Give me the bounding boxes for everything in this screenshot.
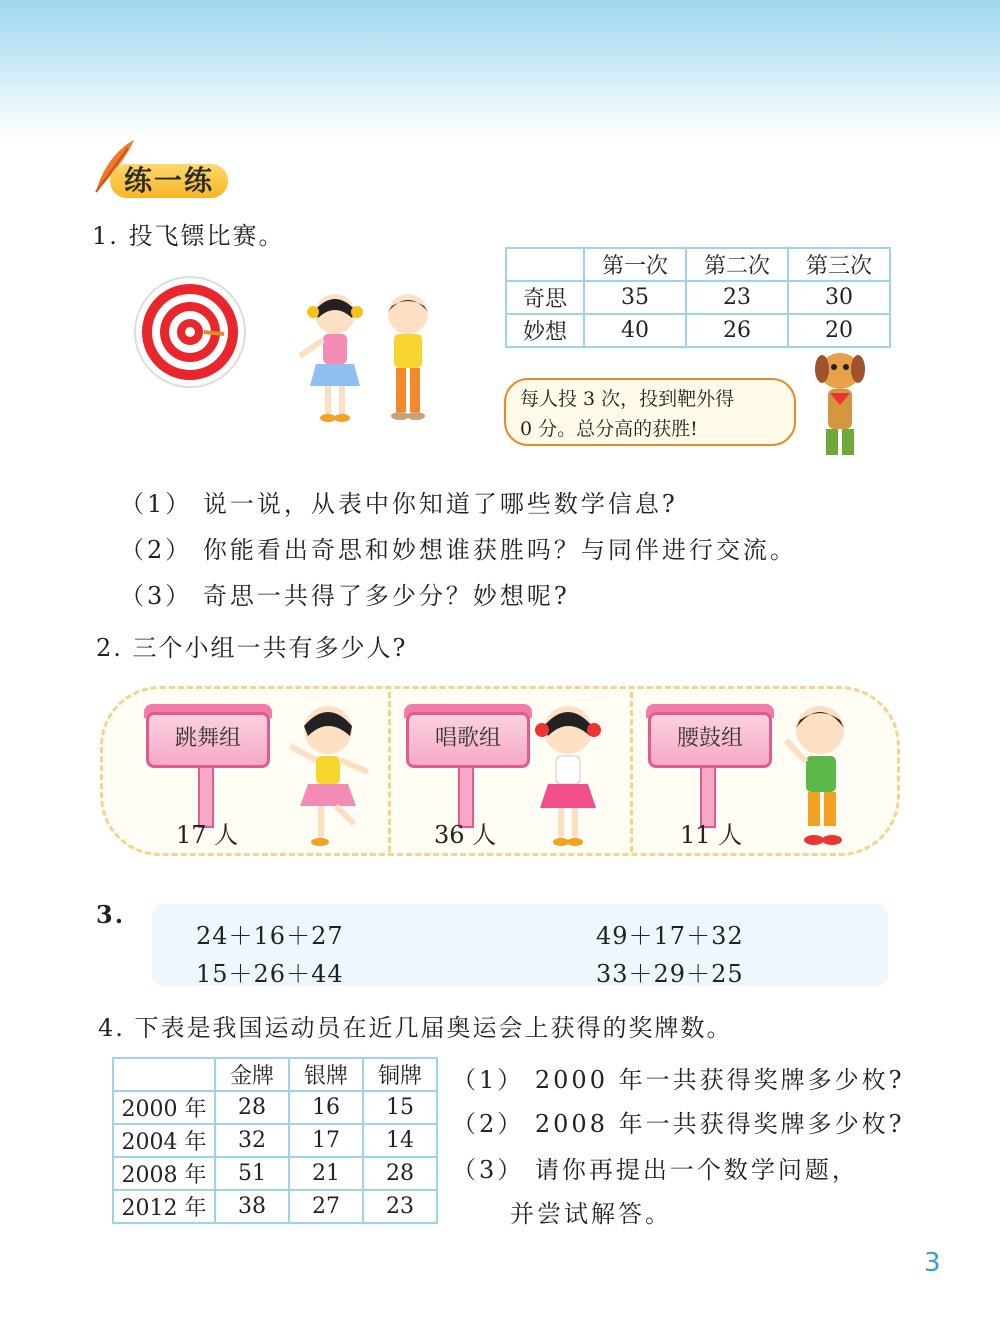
boy-illustration xyxy=(778,700,862,850)
group-divider xyxy=(630,692,633,852)
q1-title: 1. 投飞镖比赛。 xyxy=(92,222,285,250)
q1-sub-2: （2） 你能看出奇思和妙想谁获胜吗？与同伴进行交流。 xyxy=(120,536,797,564)
q2-title: 2. 三个小组一共有多少人? xyxy=(96,634,408,662)
row-name-cell: 奇思 xyxy=(506,281,584,314)
table-row xyxy=(113,1091,437,1124)
table-cell: 26 xyxy=(686,314,788,347)
table-row xyxy=(506,314,890,347)
group-sign-drum: 腰鼓组 xyxy=(648,712,772,768)
q3-expr-4: 33＋29＋25 xyxy=(596,960,744,988)
table-cell: 28 xyxy=(215,1091,289,1124)
table-cell: 38 xyxy=(215,1190,289,1223)
table-cell: 28 xyxy=(363,1157,437,1190)
dog-mascot-illustration xyxy=(806,345,872,463)
row-name-cell: 妙想 xyxy=(506,314,584,347)
group-count-dance: 17 人 xyxy=(176,821,239,849)
q1-sub-1: （1） 说一说，从表中你知道了哪些数学信息? xyxy=(120,490,678,518)
row-year-cell: 2012 年 xyxy=(113,1190,215,1223)
table-cell: 30 xyxy=(788,281,890,314)
dancing-girl-illustration xyxy=(284,700,374,850)
table-row xyxy=(113,1190,437,1223)
table-header-row xyxy=(506,248,890,281)
table-row xyxy=(506,281,890,314)
q4-medal-table xyxy=(112,1057,438,1224)
q4-sub-1: （1） 2000 年一共获得奖牌多少枚? xyxy=(452,1066,905,1094)
table-cell: 32 xyxy=(215,1124,289,1157)
group-count-drum: 11 人 xyxy=(680,821,743,849)
top-gradient-band xyxy=(0,0,1000,140)
speech-bubble xyxy=(504,378,796,446)
children-illustration xyxy=(290,290,450,426)
group-divider xyxy=(388,692,391,852)
bubble-line: 每人投 3 次，投到靶外得 xyxy=(520,388,735,410)
q4-sub-3-cont: 并尝试解答。 xyxy=(510,1200,672,1228)
row-year-cell: 2008 年 xyxy=(113,1157,215,1190)
q4-sub-3: （3） 请你再提出一个数学问题， xyxy=(452,1156,859,1184)
table-header-cell: 银牌 xyxy=(289,1058,363,1091)
q3-number: 3. xyxy=(96,900,126,929)
q3-expr-1: 24＋16＋27 xyxy=(196,922,344,950)
table-cell: 23 xyxy=(363,1190,437,1223)
table-row xyxy=(113,1157,437,1190)
q3-expr-3: 49＋17＋32 xyxy=(596,922,744,950)
singing-girl-illustration xyxy=(528,700,608,850)
table-row xyxy=(113,1124,437,1157)
table-cell: 51 xyxy=(215,1157,289,1190)
table-header-row xyxy=(113,1058,437,1091)
table-cell: 17 xyxy=(289,1124,363,1157)
section-header xyxy=(88,138,238,200)
table-cell: 40 xyxy=(584,314,686,347)
table-cell: 35 xyxy=(584,281,686,314)
table-header-cell: 铜牌 xyxy=(363,1058,437,1091)
bubble-line: 0 分。总分高的获胜! xyxy=(520,418,698,440)
table-cell: 23 xyxy=(686,281,788,314)
q4-title: 4. 下表是我国运动员在近几届奥运会上获得的奖牌数。 xyxy=(98,1014,733,1042)
group-sign-dance: 跳舞组 xyxy=(146,712,270,768)
table-header-cell: 第二次 xyxy=(686,248,788,281)
table-header-cell: 第三次 xyxy=(788,248,890,281)
q4-sub-2: （2） 2008 年一共获得奖牌多少枚? xyxy=(452,1110,905,1138)
group-sign-singing: 唱歌组 xyxy=(406,712,530,768)
table-cell: 21 xyxy=(289,1157,363,1190)
table-cell: 27 xyxy=(289,1190,363,1223)
table-cell: 14 xyxy=(363,1124,437,1157)
table-header-cell: 金牌 xyxy=(215,1058,289,1091)
q3-expr-2: 15＋26＋44 xyxy=(196,960,344,988)
dartboard-icon xyxy=(130,276,250,388)
table-cell: 15 xyxy=(363,1091,437,1124)
row-year-cell: 2000 年 xyxy=(113,1091,215,1124)
table-cell: 16 xyxy=(289,1091,363,1124)
table-corner-cell xyxy=(113,1058,215,1091)
q1-sub-3: （3） 奇思一共得了多少分？妙想呢? xyxy=(120,582,570,610)
table-cell: 20 xyxy=(788,314,890,347)
section-title: 练一练 xyxy=(110,164,228,198)
row-year-cell: 2004 年 xyxy=(113,1124,215,1157)
table-corner-cell xyxy=(506,248,584,281)
q1-score-table xyxy=(505,247,891,348)
table-header-cell: 第一次 xyxy=(584,248,686,281)
page-number: 3 xyxy=(924,1248,941,1278)
group-count-singing: 36 人 xyxy=(434,821,497,849)
